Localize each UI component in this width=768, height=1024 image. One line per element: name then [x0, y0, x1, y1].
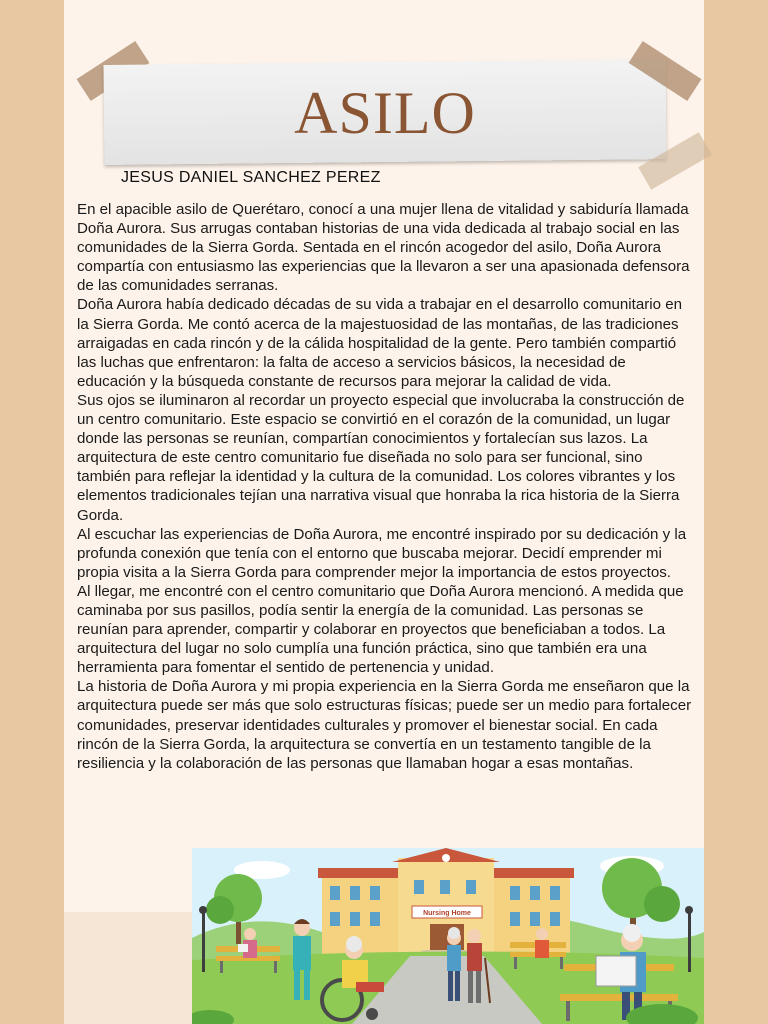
- paragraph: Doña Aurora había dedicado décadas de su vida a trabajar en el desarrollo comunitario en la Sierra Gorda. Me contó acerca de la majestuosidad de las montañas, de las tradiciones arraigadas en cada rincón y de la cálida hospitalidad de la gente. Pero también compartió las luchas que enfrentaron: la falta de acceso a servicios básicos, la necesidad de educación y la búsqueda constante de recursos para mejorar la calidad de vida.: [77, 296, 682, 390]
- paragraph: Sus ojos se iluminaron al recordar un proyecto especial que involucraba la construcción de un centro comunitario. Este espacio se convirtió en el corazón de la comunidad, un lugar donde las personas se reunían, compartían conocimientos y fortalecían sus lazos. La arquitectura de este centro comunitario fue diseñada no solo para ser funcional, sino también para reflejar la identidad y la cultura de la comunidad. Los colores vibrantes y los elementos tradicionales tejían una narrativa visual que honraba la rica historia de la Sierra Gorda.: [77, 391, 685, 524]
- author-name: JESUS DANIEL SANCHEZ PEREZ: [121, 169, 381, 186]
- paragraph: Al escuchar las experiencias de Doña Aurora, me encontré inspirado por su dedicación y la profunda conexión que tenía con el entorno que buscaba mejorar. Decidí emprender mi propia visita a la Sierra Gorda para comprender mejor la importancia de estos proyectos.: [77, 525, 687, 581]
- paragraph: En el apacible asilo de Querétaro, conocí a una mujer llena de vitalidad y sabiduría llamada Doña Aurora. Sus arrugas contaban historias de una vida dedicada al trabajo social en las comunidades de la Sierra Gorda. Sentada en el rincón acogedor del asilo, Doña Aurora compartía con entusiasmo las experiencias que la llevaron a ser una apasionada defensora de las comunidades serranas.: [77, 201, 690, 295]
- paragraph: La historia de Doña Aurora y mi propia experiencia en la Sierra Gorda me enseñaron que la arquitectura puede ser más que solo estructuras físicas; puede ser un medio para fortalecer comunidades, preservar identidades culturales y promover el bienestar social. En cada rincón de la Sierra Gorda, la arquitectura se convertía en un testamento tangible de la resiliencia y la colaboración de las personas que llamaban hogar a esas montañas.: [77, 678, 692, 772]
- page-fold: [64, 912, 194, 1024]
- page-title: ASILO: [294, 80, 476, 146]
- paragraph: Al llegar, me encontré con el centro comunitario que Doña Aurora mencionó. A medida que caminaba por sus pasillos, podía sentir la energía de la comunidad. Las personas se reunían para aprender, compartir y colaborar en proyectos que beneficiaban a todos. La arquitectura del lugar no solo cumplía una función práctica, sino que también era una herramienta para fomentar el sentido de pertenencia y unidad.: [77, 582, 684, 677]
- story-text: [77, 200, 692, 773]
- nursing-home-sign: Nursing Home: [423, 910, 471, 917]
- nursing-home-illustration: [192, 848, 704, 1024]
- elderly-man-sitting: [535, 928, 549, 958]
